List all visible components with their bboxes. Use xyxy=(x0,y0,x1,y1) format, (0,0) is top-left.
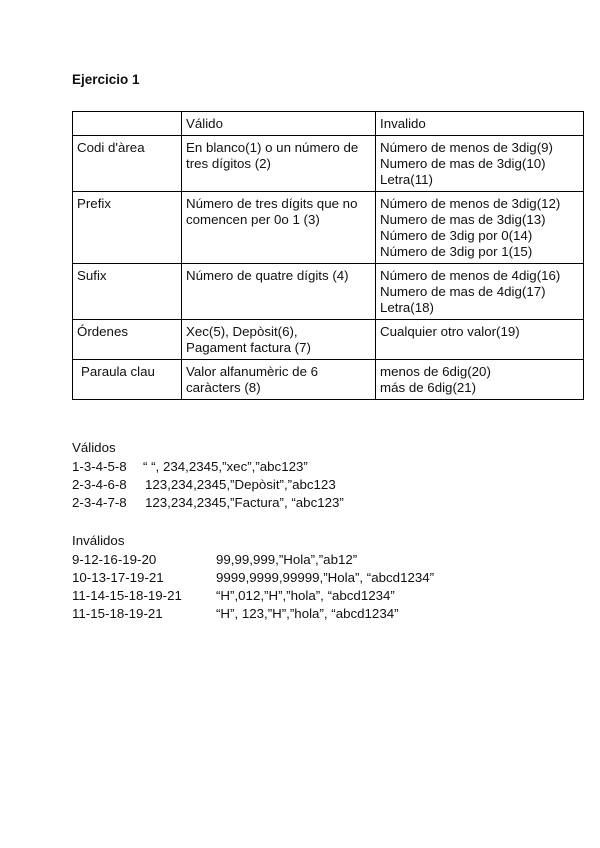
cell-line: Número de 3dig por 0(14) xyxy=(380,228,533,243)
valid-cell xyxy=(182,264,376,320)
case-value: “H”,012,”H”,”hola”, “abcd1234” xyxy=(216,588,395,603)
case-code: 11-15-18-19-21 xyxy=(72,606,163,621)
row-label: Paraula clau xyxy=(73,360,182,400)
table-row xyxy=(73,264,584,320)
cell-line: Letra(11) xyxy=(380,172,433,187)
equivalence-table xyxy=(72,111,584,400)
validos-heading: Válidos xyxy=(72,440,116,455)
cell-line: Numero de mas de 4dig(17) xyxy=(380,284,546,299)
case-value: 123,234,2345,”Depòsit”,”abc123 xyxy=(145,477,336,492)
cell-line: Pagament factura (7) xyxy=(186,340,311,355)
cell-line: tres dígitos (2) xyxy=(186,156,271,171)
exercise-heading: Ejercicio 1 xyxy=(72,72,140,87)
case-code: 11-14-15-18-19-21 xyxy=(72,588,182,603)
cell-line: Cualquier otro valor(19) xyxy=(380,324,520,339)
cell-line: Número de quatre dígits (4) xyxy=(186,268,349,283)
cell-line: Numero de mas de 3dig(10) xyxy=(380,156,546,171)
table-header-row xyxy=(73,112,584,136)
cell-line: Número de menos de 4dig(16) xyxy=(380,268,561,283)
case-value: “ “, 234,2345,”xec”,”abc123” xyxy=(143,459,308,474)
table-row xyxy=(73,192,584,264)
row-label: Órdenes xyxy=(73,320,182,360)
valid-cell xyxy=(182,192,376,264)
row-label: Codi d'àrea xyxy=(73,136,182,192)
row-label: Prefix xyxy=(73,192,182,264)
cell-line: Número de tres dígits que no xyxy=(186,196,358,211)
case-value: 99,99,999,”Hola”,”ab12” xyxy=(216,552,358,567)
case-value: 123,234,2345,”Factura”, “abc123” xyxy=(145,495,344,510)
header-valid: Válido xyxy=(182,112,376,136)
cell-line: Letra(18) xyxy=(380,300,434,315)
table-row xyxy=(73,320,584,360)
cell-line: Valor alfanumèric de 6 xyxy=(186,364,319,379)
cell-line: En blanco(1) o un número de xyxy=(186,140,359,155)
case-code: 10-13-17-19-21 xyxy=(72,570,164,585)
cell-line: Número de menos de 3dig(12) xyxy=(380,196,561,211)
row-label: Sufix xyxy=(73,264,182,320)
valid-cell xyxy=(182,320,376,360)
valid-cell xyxy=(182,360,376,400)
header-invalid: Invalido xyxy=(376,112,584,136)
case-code: 2-3-4-6-8 xyxy=(72,477,127,492)
cell-line: Número de 3dig por 1(15) xyxy=(380,244,533,259)
valid-cell xyxy=(182,136,376,192)
invalid-cell xyxy=(376,136,584,192)
invalid-cell xyxy=(376,320,584,360)
cell-line: comencen per 0o 1 (3) xyxy=(186,212,320,227)
case-value: 9999,9999,99999,”Hola”, “abcd1234” xyxy=(216,570,435,585)
case-code: 1-3-4-5-8 xyxy=(72,459,127,474)
case-value: “H”, 123,”H”,”hola”, “abcd1234” xyxy=(216,606,399,621)
invalid-cell xyxy=(376,264,584,320)
cell-line: más de 6dig(21) xyxy=(380,380,477,395)
invalid-cell xyxy=(376,360,584,400)
table-row xyxy=(73,136,584,192)
cell-line: caràcters (8) xyxy=(186,380,261,395)
case-code: 2-3-4-7-8 xyxy=(72,495,127,510)
cell-line: Numero de mas de 3dig(13) xyxy=(380,212,546,227)
invalidos-heading: Inválidos xyxy=(72,533,125,548)
table-row xyxy=(73,360,584,400)
header-empty-cell xyxy=(73,112,182,136)
cell-line: Número de menos de 3dig(9) xyxy=(380,140,553,155)
cell-line: menos de 6dig(20) xyxy=(380,364,491,379)
invalid-cell xyxy=(376,192,584,264)
cell-line: Xec(5), Depòsit(6), xyxy=(186,324,298,339)
case-code: 9-12-16-19-20 xyxy=(72,552,157,567)
